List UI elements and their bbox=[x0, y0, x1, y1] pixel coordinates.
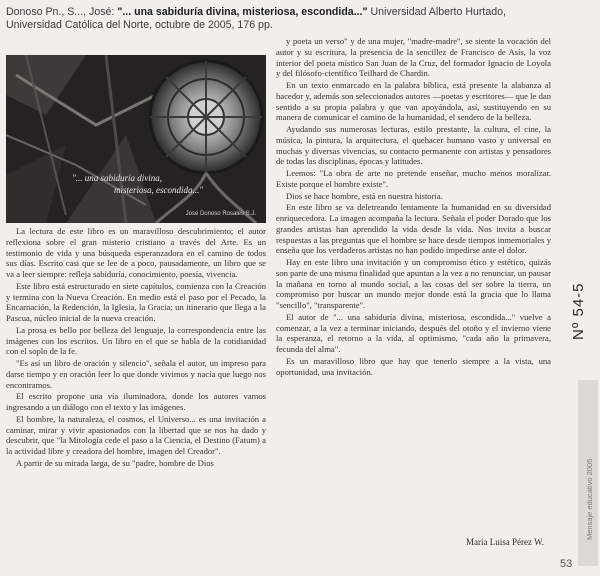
stained-glass-illustration bbox=[6, 55, 266, 223]
body-text-right-column bbox=[276, 36, 551, 378]
image-caption-line-1: "... una sabiduría divina, bbox=[72, 173, 163, 183]
body-text-left-column bbox=[6, 226, 266, 470]
paragraph: Ayudando sus numerosas lecturas, estilo prestante, la cultura, el cine, la música, la pintura, la arquitectura, el quehacer humano vasto y universal en muchas y diversas vivencias, su contacto permanente con artistas y pensadores de todas las disciplinas, épocas y latitudes. bbox=[276, 124, 551, 167]
section-label: Mensaje educativo 2005 bbox=[585, 458, 594, 540]
image-caption-line-2: misteriosa, escondida..." bbox=[114, 185, 204, 195]
paragraph: El escrito propone una vía iluminadora, donde los autores vamos ingresando a un diálogo con el texto y las imágenes. bbox=[6, 391, 266, 412]
paragraph: Es un maravilloso libro que hay que tenerlo siempre a la vista, una oportunidad, una invitación. bbox=[276, 355, 551, 377]
cover-photo bbox=[6, 55, 266, 223]
paragraph: La prosa es bello por belleza del lenguaje, la correspondencia entre las imágenes con los escritos. Un libro en el que se habla de la cotidianidad con el soplo de la fe. bbox=[6, 324, 266, 357]
book-publisher: Universidad Alberto Hurtado, Universidad Católica del Norte, octubre de 2005, 176 pp. bbox=[6, 6, 506, 31]
paragraph: "Es así un libro de oración y silencio", señala el autor, un impreso para darse tiempo y en oración leer lo que donde vivimos y nacía que luego nos encontramos. bbox=[6, 358, 266, 390]
paragraph: En este libro se va deletreando lentamente la humanidad en su diversidad enriquecedora. La imagen acompaña la lectura. Señala el poder Dorado que los grandes artistas han aprendido la vida desde la vida. Nos invita a buscar respuestas a las preguntas que el hombre se hace desde tiempos inmemoriales y enseña que los verdaderos artistas no han podido impedirse ante el dolor. bbox=[276, 202, 551, 256]
paragraph: El hombre, la naturaleza, el cosmos, el Universo... es una invitación a caminar, mirar y vivir apasionados con la libertad que se nos ha dado y descubrir, que "la Mitología cede el paso a la Ciencia, el Destino (Fatum) a la actividad libre y creadora del hombre, imagen del Creador". bbox=[6, 413, 266, 456]
paragraph: La lectura de este libro es un maravilloso descubrimiento; el autor reflexiona sobre el gran misterio cristiano a través del Arte. Es un testimonio de vida y una búsqueda esperanzadora en el camino de todos sus días. Escrito casi que se lee de a poco, pausadamente, un libro que se va a leer siempre: refleja sabiduría, conocimiento, poesía, vivencia. bbox=[6, 226, 266, 279]
book-reference-header bbox=[6, 6, 546, 32]
book-title: "... una sabiduría divina, misteriosa, escondida..." bbox=[117, 6, 368, 18]
paragraph: En un texto enmarcado en la palabra bíblica, está presente la alabanza al hacedor y, además son seleccionados autores —poetas y escritores— que le dan sentido a su propia palabra y que van apoyándola, así, sustituyendo en su manera de comunicar el camino de la humanidad, el sendero de la belleza. bbox=[276, 80, 551, 123]
page-number: 53 bbox=[560, 558, 573, 570]
image-credit: José Donoso Rosales S.J. bbox=[185, 211, 256, 217]
paragraph: y poeta un verso" y de una mujer, "madre-madre", se siente la vocación del autor y su escritura, la presencia de la sencillez de Francisco de Asís, la voz interior del poeta místico San Juan de la Cruz, del formador Ignacio de Loyola y del filósofo-científico Teilhard de Chardin. bbox=[276, 36, 551, 79]
paragraph: A partir de su mirada larga, de su "padre, hombre de Dios bbox=[16, 457, 214, 468]
paragraph: Leemos: "La obra de arte no pretende enseñar, mucho menos moralizar. Existe porque el hombre existe". bbox=[276, 168, 551, 189]
paragraph: Este libro está estructurado en siete capítulos, comienza con la Creación y termina con la Nueva Creación. En medio está el paso por el Pecado, la Encarnación, la Redención, la Iglesia, la Gracia; un itinerario que llega a la Pascua, núcleo inicial de la nueva creación. bbox=[6, 280, 266, 323]
paragraph: Hay en este libro una invitación y un compromiso ético y estético, quizás son parte de una misma finalidad que apuntan a la vez a no renunciar, un pausar la mañana en torno al mundo social, a las cosas del ser sobre la tierra, un compromiso por buscar un mundo mejor donde está la gracia que lo llama "sencillo", "transparente". bbox=[276, 257, 551, 310]
book-author: Donoso Pn., S..., José: bbox=[6, 6, 115, 18]
paragraph: El autor de "... una sabiduría divina, misteriosa, escondida..." vuelve a comenzar, a la vez a terminar iniciando, después del otoño y el invierno viene la esperanza, el retorno a la vida, al optimismo, "cada año la primavera, fecunda del alma". bbox=[276, 311, 551, 354]
review-signature: María Luisa Pérez W. bbox=[466, 537, 544, 547]
issue-number: Nº 54-5 bbox=[570, 282, 587, 340]
paragraph: Dios se hace hombre, está en nuestra historia. bbox=[286, 190, 443, 201]
